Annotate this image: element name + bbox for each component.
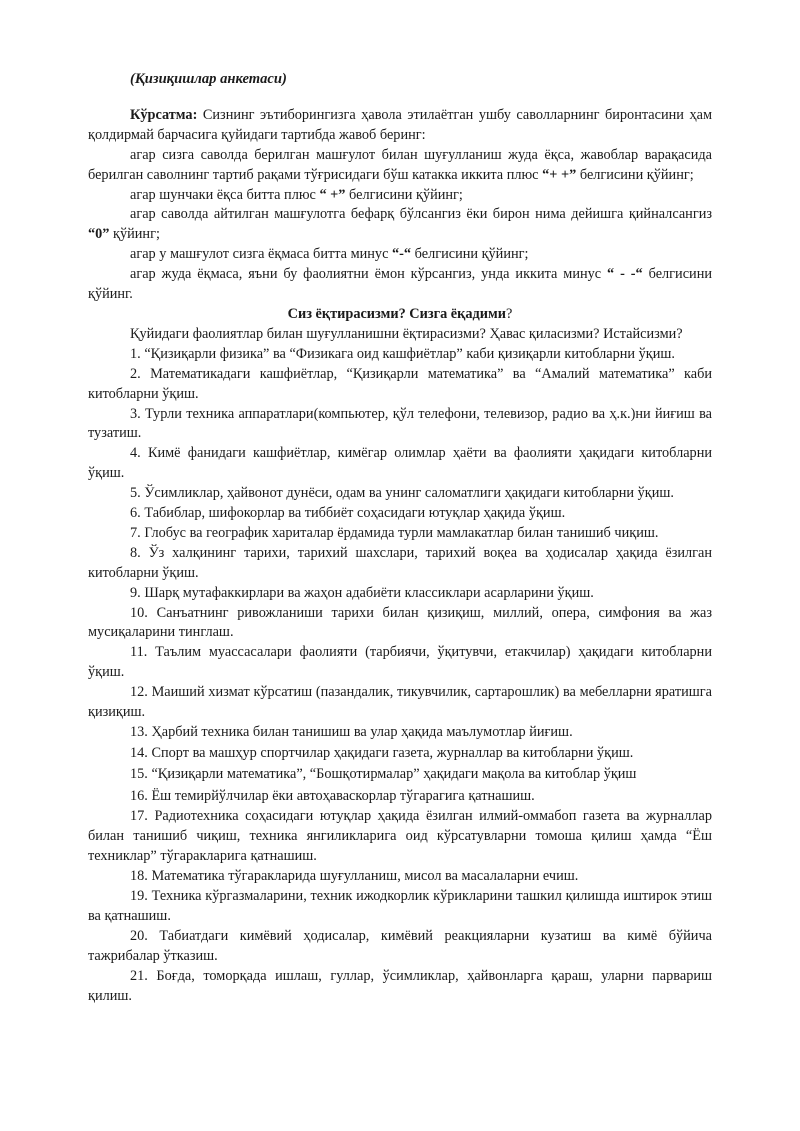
rule-text-after: қўйинг; <box>109 226 160 243</box>
list-item-number: 11. <box>130 644 148 661</box>
list-item-number: 17. <box>130 808 148 825</box>
list-item-text: “Қизиқарли математика”, “Бошқотирмалар” ҳақидаги мақола ва китоблар ўқиш <box>151 766 637 783</box>
list-item-number: 12. <box>130 684 148 701</box>
rule-single-plus <box>88 186 712 206</box>
list-item <box>88 967 712 1007</box>
rule-text-after: белгисини қўйинг; <box>345 186 463 203</box>
list-item <box>88 927 712 967</box>
list-item-number: 1. <box>130 345 141 362</box>
list-item-text: Глобус ва географик хариталар ёрдамида турли мамлакатлар билан танишиб чиқиш. <box>144 524 659 541</box>
list-item <box>88 604 712 644</box>
rule-symbol: “+ +” <box>542 166 577 183</box>
list-item-number: 19. <box>130 888 148 905</box>
page-title: (Қизиқишлар анкетаси) <box>130 71 287 87</box>
list-item-text: Математика тўгаракларида шуғулланиш, мисол ва масалаларни ечиш. <box>151 868 579 885</box>
list-item <box>88 743 712 765</box>
list-item <box>88 807 712 867</box>
list-item-number: 13. <box>130 724 148 740</box>
rule-text-after: белгисини қўйинг. <box>88 266 712 303</box>
rule-text-before: агар сизга саволда берилган машғулот билан шуғулланиш жуда ёқса, жавоблар варақасида берилган саволнинг тартиб рақами тўғрисидаги бўш катакка иккита плюс <box>88 146 712 183</box>
list-item-text: Таълим муассасалари фаолияти (тарбиячи, ўқитувчи, етакчилар) ҳақидаги китобларни ўқиш. <box>88 644 712 681</box>
list-item <box>88 504 712 524</box>
rule-zero <box>88 205 712 245</box>
list-item-text: Ёш темирйўлчилар ёки автоҳаваскорлар тўгарагига қатнашиш. <box>151 787 535 804</box>
rule-text-after: белгисини қўйинг; <box>411 246 529 263</box>
rule-symbol: “0” <box>88 226 110 243</box>
section-heading-bold: Сиз ёқтирасизми? Сизга ёқадими <box>287 305 506 322</box>
list-item-text: Шарқ мутафаккирлари ва жаҳон адабиёти классиклари асарларини ўқиш. <box>144 584 594 601</box>
list-item-number: 21. <box>130 967 148 984</box>
list-item-number: 9. <box>130 584 141 601</box>
rule-text-after: белгисини қўйинг; <box>576 166 694 183</box>
list-item-number: 16. <box>130 787 148 804</box>
list-item <box>88 345 712 365</box>
list-item <box>88 405 712 445</box>
rule-text-before: агар шунчаки ёқса битта плюс <box>130 186 320 203</box>
list-item <box>88 544 712 584</box>
list-item-text: Табиблар, шифокорлар ва тиббиёт соҳасидаги ютуқлар ҳақида ўқиш. <box>144 505 566 522</box>
list-item-text: Ҳарбий техника билан танишиш ва улар ҳақида маълумотлар йиғиш. <box>151 724 573 740</box>
document-body <box>88 70 712 1006</box>
rule-text-before: агар у машғулот сизга ёқмаса битта минус <box>130 246 392 263</box>
list-item-number: 15. <box>130 766 148 783</box>
lead-in-paragraph: Қуйидаги фаолиятлар билан шуғулланишни ёқтирасизми? Ҳавас қиласизми? Истайсизми? <box>130 325 683 342</box>
list-item-text: Санъатнинг ривожланиши тарихи билан қизиқиш, миллий, опера, симфония ва жаз мусиқаларини тинглаш. <box>88 604 713 641</box>
list-item <box>88 584 712 604</box>
list-item-text: Ўз халқининг тарихи, тарихий шахслари, тарихий воқеа ва ҳодисалар ҳақида ёзилган китобларни ўқиш. <box>88 544 713 581</box>
list-item-text: Маиший хизмат кўрсатиш (пазандалик, тикувчилик, сартарошлик) ва мебелларни яратишга қизиқиш. <box>88 684 712 721</box>
list-item <box>88 643 712 683</box>
list-item-text: Ўсимликлар, ҳайвонот дунёси, одам ва унинг саломатлиги ҳақидаги китобларни ўқиш. <box>144 485 674 502</box>
list-item-number: 7. <box>130 524 141 541</box>
list-item-number: 18. <box>130 868 148 885</box>
instruction-text: Сизнинг эътиборингизга ҳавола этилаётган ушбу саволларнинг биронтасини ҳам қолдирмай барчасига қуйидаги тартибда жавоб беринг: <box>88 106 712 143</box>
list-item-text: Кимё фанидаги кашфиётлар, кимёгар олимлар ҳаёти ва фаолияти ҳақидаги китобларни ўқиш. <box>88 445 713 482</box>
instruction-label: Кўрсатма: <box>130 106 198 123</box>
section-heading-question-mark: ? <box>506 305 513 322</box>
list-item-number: 10. <box>130 604 148 621</box>
list-item-number: 5. <box>130 485 141 502</box>
list-item-text: Табиатдаги кимёвий ҳодисалар, кимёвий реакцияларни кузатиш ва кимё бўйича тажрибалар ўтказиш. <box>88 927 712 964</box>
rule-symbol: “ +” <box>319 186 346 203</box>
list-item <box>88 887 712 927</box>
list-item-text: Радиотехника соҳасидаги ютуқлар ҳақида ёзилган илмий-оммабоп газета ва журналлар билан танишиб чиқиш, техника янгиликларига оид кўрсатувларни томоша қилиш ҳамда “Ёш техниклар” тўгаракларига қатнашиш. <box>88 808 713 865</box>
rule-symbol: “ - -“ <box>607 266 643 283</box>
list-item <box>88 764 712 786</box>
rule-text-before: агар жуда ёқмаса, яъни бу фаолиятни ёмон кўрсангиз, унда иккита минус <box>130 266 608 283</box>
list-item-text: Техника кўргазмаларини, техник ижодкорлик кўрикларини ташкил қилишда иштирок этиш ва қатнашиш. <box>88 888 712 924</box>
list-item <box>88 867 712 887</box>
list-item-number: 3. <box>130 405 141 422</box>
section-heading <box>88 305 712 325</box>
list-item-number: 4. <box>130 445 141 462</box>
list-item <box>88 524 712 544</box>
rule-text-before: агар саволда айтилган машғулотга бефарқ бўлсангиз ёки бирон нима дейишга қийналсангиз <box>130 206 712 223</box>
list-item <box>88 786 712 808</box>
list-item <box>88 484 712 504</box>
rule-symbol: “-“ <box>392 246 412 263</box>
list-item <box>88 365 712 405</box>
list-item-number: 20. <box>130 927 148 944</box>
list-item-number: 2. <box>130 365 141 382</box>
list-item <box>88 683 712 723</box>
list-item-number: 6. <box>130 505 141 522</box>
list-item-text: Математикадаги кашфиётлар, “Қизиқарли математика” ва “Амалий математика” каби китобларни ўқиш. <box>88 365 713 402</box>
list-item-text: Спорт ва машҳур спортчилар ҳақидаги газета, журналлар ва китобларни ўқиш. <box>151 744 634 761</box>
list-item-number: 14. <box>130 744 148 761</box>
rule-double-minus <box>88 265 712 305</box>
rule-single-minus <box>88 245 712 265</box>
list-item <box>88 444 712 484</box>
list-item-text: Турли техника аппаратлари(компьютер, қўл телефони, телевизор, радио ва ҳ.к.)ни йиғиш ва тузатиш. <box>88 405 712 442</box>
list-item-text: Боғда, томорқада ишлаш, гуллар, ўсимликлар, ҳайвонларга қараш, уларни парвариш қилиш. <box>88 967 713 1004</box>
instruction-paragraph <box>88 106 712 146</box>
list-item-number: 8. <box>130 544 141 561</box>
list-item-text: “Қизиқарли физика” ва “Физикага оид кашфиётлар” каби қизиқарли китобларни ўқиш. <box>144 345 675 362</box>
list-item <box>88 723 712 743</box>
rule-double-plus <box>88 146 712 186</box>
